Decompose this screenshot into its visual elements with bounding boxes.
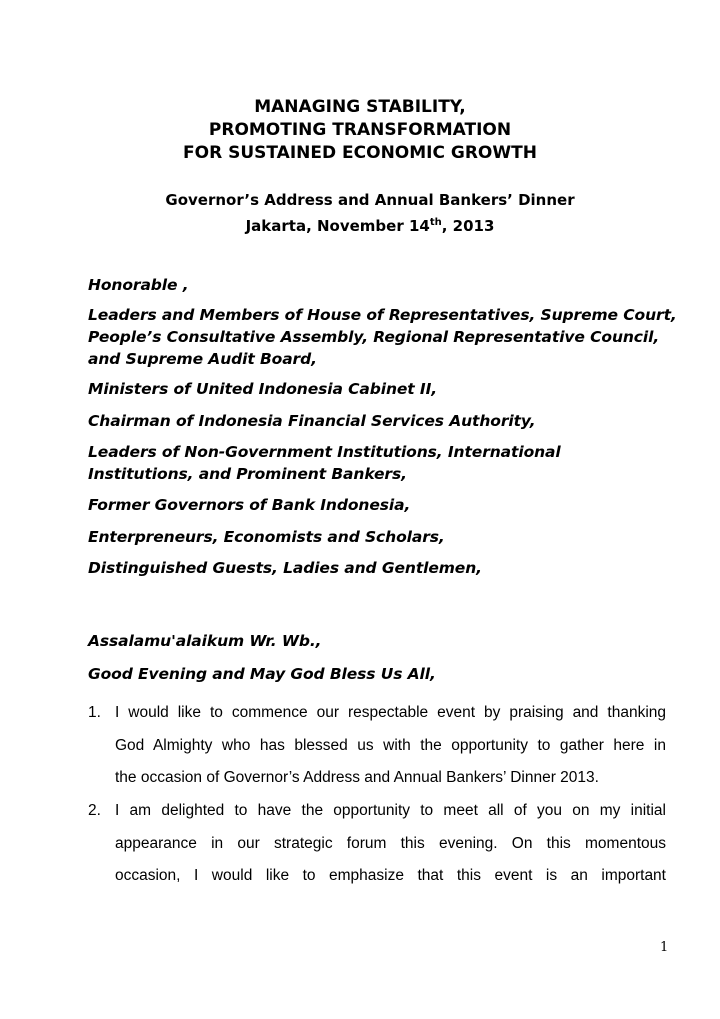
salutation-line: and Supreme Audit Board, (88, 350, 317, 368)
paragraph-line: occasion, I would like to emphasize that this event is an important (115, 867, 666, 884)
event-date (0, 217, 720, 235)
paragraph-text (115, 795, 666, 893)
paragraph-line: I am delighted to have the opportunity to meet all of you on my initial (115, 802, 666, 819)
paragraph-line: appearance in our strategic forum this evening. On this momentous (115, 834, 666, 852)
document-title (0, 96, 720, 165)
date-superscript: th (429, 217, 442, 228)
paragraph-1 (88, 697, 666, 795)
salutation-line: Leaders of Non-Government Institutions, International (88, 443, 561, 461)
salutation-honorable (88, 274, 688, 296)
title-line-3: FOR SUSTAINED ECONOMIC GROWTH (183, 143, 537, 163)
paragraph-line: the occasion of Governor’s Address and Annual Bankers’ Dinner 2013. (115, 769, 599, 786)
date-suffix: , 2013 (441, 217, 495, 235)
paragraph-number: 1. (88, 704, 101, 721)
salutation-leaders (88, 304, 688, 370)
date-prefix: Jakarta, November 14 (245, 217, 430, 235)
title-line-2: PROMOTING TRANSFORMATION (208, 120, 512, 140)
salutation-line: Enterpreneurs, Economists and Scholars, (88, 528, 445, 546)
salutation-institutions (88, 441, 688, 485)
greeting-assalamu (88, 630, 688, 652)
greeting-line: Good Evening and May God Bless Us All, (88, 665, 436, 683)
salutation-line: Leaders and Members of House of Representatives, Supreme Court, (88, 306, 677, 324)
salutation-line: Former Governors of Bank Indonesia, (88, 496, 411, 514)
salutation-guests (88, 557, 688, 579)
paragraph-line: God Almighty who has blessed us with the opportunity to gather here in (115, 736, 666, 754)
salutation-line: Ministers of United Indonesia Cabinet II, (88, 380, 438, 398)
salutation-chairman (88, 410, 688, 432)
paragraph-line: I would like to commence our respectable event by praising and thanking (115, 704, 666, 721)
greeting-line: Assalamu'alaikum Wr. Wb., (88, 632, 322, 650)
greeting-good-evening (88, 663, 688, 685)
salutation-enterpreneurs (88, 526, 688, 548)
salutation-line: Institutions, and Prominent Bankers, (88, 465, 407, 483)
page-number: 1 (660, 940, 669, 955)
title-line-1: MANAGING STABILITY, (254, 97, 466, 117)
paragraph-text (115, 697, 666, 795)
salutation-line: Distinguished Guests, Ladies and Gentlemen, (88, 559, 482, 577)
salutation-line: Honorable , (88, 276, 189, 294)
event-subtitle: Governor’s Address and Annual Bankers’ Dinner (165, 191, 575, 209)
paragraph-number: 2. (88, 802, 101, 819)
salutation-former-governors (88, 494, 688, 516)
salutation-line: Chairman of Indonesia Financial Services Authority, (88, 412, 536, 430)
salutation-ministers (88, 378, 688, 400)
salutation-line: People’s Consultative Assembly, Regional Representative Council, (88, 328, 660, 346)
paragraph-2 (88, 795, 666, 893)
